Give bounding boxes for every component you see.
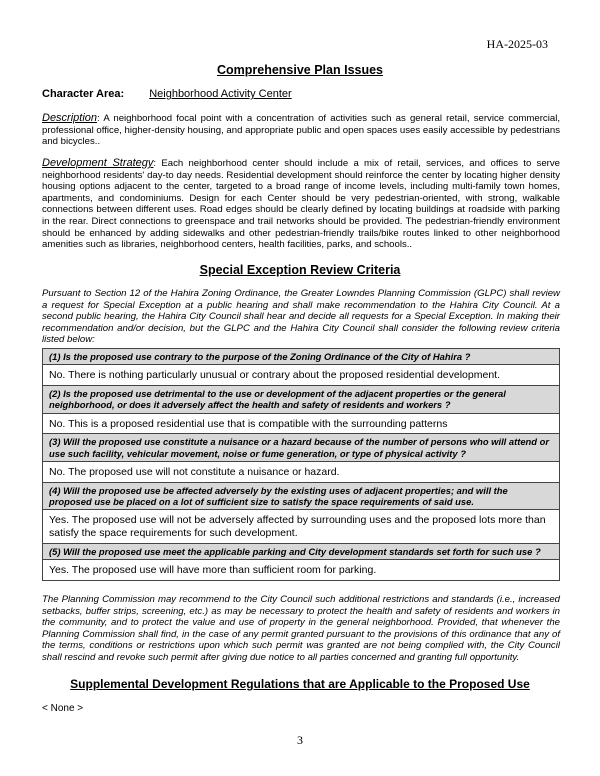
criterion-question: (5) Will the proposed use meet the applicable parking and City development standards set forth for such use ?: [43, 544, 559, 560]
criterion-question: (4) Will the proposed use be affected adversely by the existing uses of adjacent properties; and will the proposed use be placed on a lot of sufficient size to satisfy the space requirements of said use.: [43, 483, 559, 511]
criterion-answer: Yes. The proposed use will not be adversely affected by surrounding uses and the proposed lots more than satisfy the space requirements for such development.: [43, 510, 559, 544]
supplemental-heading: Supplemental Development Regulations that are Applicable to the Proposed Use: [70, 677, 530, 691]
review-criteria-table: [42, 348, 560, 581]
special-exception-heading: Special Exception Review Criteria: [199, 263, 401, 277]
closing-paragraph: The Planning Commission may recommend to the City Council such additional restrictions and standards (i.e., increased setbacks, buffer strips, screening, etc.) as may be necessary to protect the health and safety of residents and workers in the community, and to protect the value and use of property in the general neighborhood. Provided, that whenever the Planning Commission shall find, in the case of any permit granted pursuant to the provisions of this ordinance that any of the terms, conditions or restrictions upon which such permit was granted are not being complied with, the City Council shall rescind and revoke such permit after giving due notice to all parties concerned and granting full opportunity.: [42, 594, 560, 663]
description-lead: Description: [42, 112, 98, 124]
page-number: 3: [297, 733, 303, 747]
character-area-label: Character Area:: [42, 88, 125, 100]
development-strategy-lead: Development Strategy: [42, 157, 154, 169]
description-text: : A neighborhood focal point with a concentration of activities such as general retail, service commercial, professional office, higher-density housing, and appropriate public and open spaces uses easily accessible by pedestrians and bicycles..: [42, 113, 560, 148]
special-exception-intro: Pursuant to Section 12 of the Hahira Zoning Ordinance, the Greater Lowndes Planning Commission (GLPC) shall review a request for Special Exception at a public hearing and shall make recommendation to the Hahira City Council. At a second public hearing, the Hahira City Council shall hear and decide all requests for a Special Exception. In making their recommendation and/or decision, but the GLPC and the Hahira City Council shall consider the following review criteria listed below:: [42, 288, 560, 346]
criterion-answer: Yes. The proposed use will have more than sufficient room for parking.: [43, 560, 559, 581]
criterion-question: (3) Will the proposed use constitute a nuisance or a hazard because of the number of persons who will attend or use such facility, vehicular movement, noise or fume generation, or type of physical activity ?: [43, 434, 559, 462]
criterion-answer: No. There is nothing particularly unusual or contrary about the proposed residential development.: [43, 365, 559, 386]
criterion-answer: No. This is a proposed residential use that is compatible with the surrounding patterns: [43, 414, 559, 435]
criterion-question: (2) Is the proposed use detrimental to the use or development of the adjacent properties or the general neighborhood, or does it adversely affect the health and safety of residents and workers ?: [43, 386, 559, 414]
development-strategy-text: : Each neighborhood center should include a mix of retail, services, and offices to serve neighborhood residents' day-to day needs. Residential development should reinforce the center by locating higher density housing options adjacent to the center, targeted to a broad range of income levels, including multi-family town homes, apartments, and condominiums. Design for each Center should be very pedestrian-oriented, with strong, walkable connections between different uses. Road edges should be clearly defined by locating buildings at roadside with parking in the rear. Direct connections to greenspace and trail networks should be provided. The pedestrian-friendly environment should be enhanced by adding sidewalks and other pedestrian-friendly trails/bike routes linked to other neighborhood amenities such as libraries, neighborhood centers, health facilities, parks, and schools..: [42, 158, 560, 251]
description-paragraph: [42, 113, 560, 148]
criterion-question: (1) Is the proposed use contrary to the purpose of the Zoning Ordinance of the City of Hahira ?: [43, 349, 559, 365]
development-strategy-paragraph: [42, 158, 560, 251]
criterion-answer: No. The proposed use will not constitute a nuisance or hazard.: [43, 462, 559, 483]
character-area-value: Neighborhood Activity Center: [149, 88, 292, 100]
supplemental-value: < None >: [42, 703, 84, 714]
page-title: Comprehensive Plan Issues: [216, 63, 384, 77]
document-id: HA-2025-03: [486, 37, 548, 51]
character-area-row: [42, 88, 292, 100]
